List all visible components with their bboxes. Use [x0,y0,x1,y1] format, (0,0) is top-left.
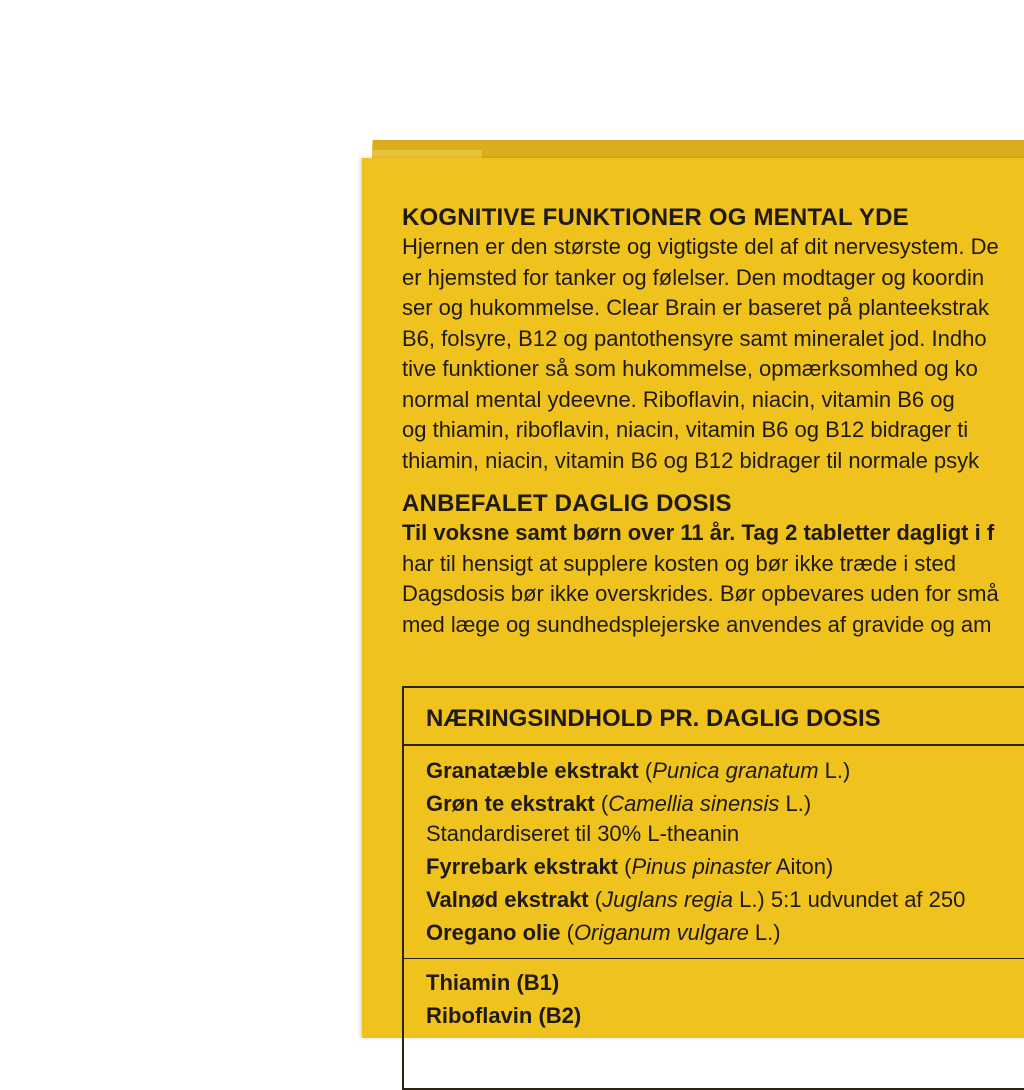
nutrition-table [402,686,1024,1090]
text-line: Hjernen er den største og vigtigste del af dit nervesystem. De [402,234,999,259]
text-line: med læge og sundhedsplejerske anvendes af gravide og am [402,611,992,637]
text-line-bold: Til voksne samt børn over 11 år. Tag 2 tabletter dagligt i f [402,520,995,545]
section-heading-dosage: ANBEFALET DAGLIG DOSIS [402,490,732,517]
nutrition-row: Oregano olie (Origanum vulgare L.) [426,919,781,945]
nutrition-title: NÆRINGSINDHOLD PR. DAGLIG DOSIS [426,705,881,732]
text-line: ser og hukommelse. Clear Brain er baseret på planteekstrak [402,295,989,320]
package-text [402,204,1024,640]
nutrition-row: Granatæble ekstrakt (Punica granatum L.) [426,757,851,783]
text-line: har til hensigt at supplere kosten og bør ikke træde i sted [402,550,956,576]
section-body-cognitive [402,232,1024,476]
text-line: normal mental ydeevne. Riboflavin, niacin, vitamin B6 og [402,386,955,412]
section-heading-cognitive: KOGNITIVE FUNKTIONER OG MENTAL YDE [402,204,909,231]
nutrition-row: Fyrrebark ekstrakt (Pinus pinaster Aiton) [426,853,834,879]
text-line: Dagsdosis bør ikke overskrides. Bør opbevares uden for små [402,581,999,606]
text-line: thiamin, niacin, vitamin B6 og B12 bidrager til normale psyk [402,447,980,473]
vitamin-row: Riboflavin (B2) [426,1003,582,1028]
section-body-dosage [402,518,1024,640]
nutrition-row: Valnød ekstrakt (Juglans regia L.) 5:1 udvundet af 250 [426,886,966,912]
nutrition-row: Standardiseret til 30% L-theanin [426,820,740,846]
nutrition-row: Grøn te ekstrakt (Camellia sinensis L.) [426,790,812,816]
vitamin-row: Thiamin (B1) [426,970,560,995]
text-line: er hjemsted for tanker og følelser. Den modtager og koordin [402,264,985,290]
text-line: tive funktioner så som hukommelse, opmærksomhed og ko [402,356,978,381]
text-line: B6, folsyre, B12 og pantothensyre samt mineralet jod. Indho [402,325,987,351]
text-line: og thiamin, riboflavin, niacin, vitamin B6 og B12 bidrager ti [402,417,969,442]
